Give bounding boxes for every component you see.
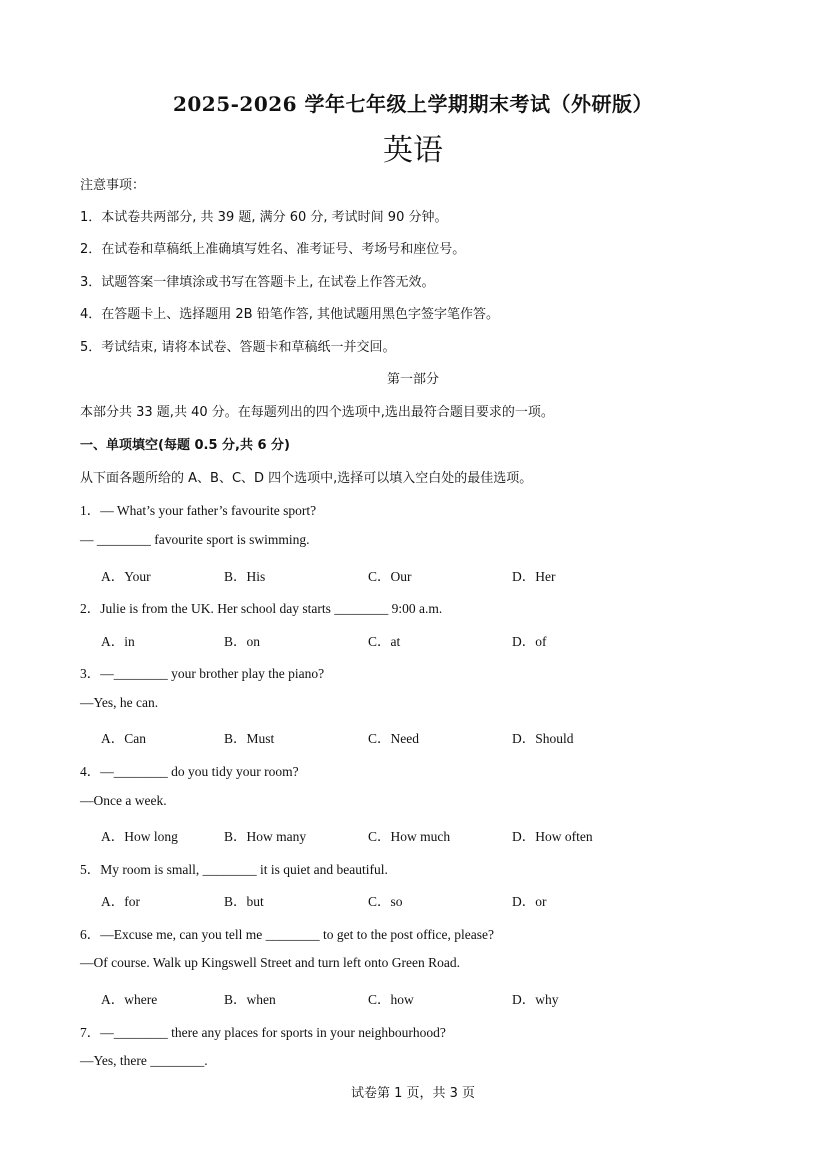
q2-option-a: A．in <box>101 634 135 649</box>
q5-option-d: D．or <box>512 894 547 909</box>
q3-option-a: A．Can <box>101 731 146 746</box>
exam-title: 2025-2026 学年七年级上学期期末考试（外研版） <box>172 92 654 116</box>
q1-option-d: D．Her <box>512 569 556 584</box>
q3-option-b: B．Must <box>224 731 275 746</box>
q6-option-c: C．how <box>368 992 414 1007</box>
page-footer: 试卷第 1 页，共 3 页 <box>350 1086 476 1101</box>
question-7-reply: —Yes, there ________. <box>80 1053 208 1068</box>
q6-option-a: A．where <box>101 992 158 1007</box>
q3-option-d: D．Should <box>512 731 574 746</box>
part-heading: 第一部分 <box>386 372 439 387</box>
q1-option-b: B．His <box>224 569 266 584</box>
q4-option-c: C．How much <box>368 829 451 844</box>
q1-option-a: A．Your <box>101 569 151 584</box>
q5-option-b: B．but <box>224 894 264 909</box>
question-3-stem: 3．—________ your brother play the piano? <box>80 666 325 681</box>
subject-title: 英语 <box>383 133 443 168</box>
question-4-stem: 4．—________ do you tidy your room? <box>80 764 299 779</box>
notice-item: 3．试题答案一律填涂或书写在答题卡上, 在试卷上作答无效。 <box>80 275 435 290</box>
notice-heading: 注意事项： <box>80 178 146 193</box>
question-6-reply: —Of course. Walk up Kingswell Street and turn left onto Green Road. <box>80 955 460 970</box>
notice-item: 4．在答题卡上、选择题用 2B 铅笔作答, 其他试题用黑色字签字笔作答。 <box>80 307 499 322</box>
section-instruction: 从下面各题所给的 A、B、C、D 四个选项中,选择可以填入空白处的最佳选项。 <box>80 471 533 486</box>
question-5-stem: 5．My room is small, ________ it is quiet and beautiful. <box>80 862 388 877</box>
question-3-reply: —Yes, he can. <box>80 695 159 710</box>
q3-option-c: C．Need <box>368 731 419 746</box>
q5-option-a: A．for <box>101 894 140 909</box>
q2-option-c: C．at <box>368 634 401 649</box>
q2-option-b: B．on <box>224 634 261 649</box>
q6-option-b: B．when <box>224 992 276 1007</box>
section-title: 一、单项填空(每题 0.5 分,共 6 分) <box>80 438 290 453</box>
question-7-stem: 7．—________ there any places for sports in your neighbourhood? <box>80 1025 446 1040</box>
q2-option-d: D．of <box>512 634 547 649</box>
notice-item: 2．在试卷和草稿纸上准确填写姓名、准考证号、考场号和座位号。 <box>80 242 466 257</box>
question-4-reply: —Once a week. <box>80 793 167 808</box>
question-1-reply: — ________ favourite sport is swimming. <box>80 532 310 547</box>
question-1-stem: 1．— What’s your father’s favourite sport? <box>80 503 317 518</box>
q4-option-b: B．How many <box>224 829 307 844</box>
q6-option-d: D．why <box>512 992 559 1007</box>
q4-option-d: D．How often <box>512 829 593 844</box>
notice-item: 1．本试卷共两部分, 共 39 题, 满分 60 分, 考试时间 90 分钟。 <box>80 210 448 225</box>
notice-item: 5．考试结束, 请将本试卷、答题卡和草稿纸一并交回。 <box>80 340 396 355</box>
part-intro: 本部分共 33 题,共 40 分。在每题列出的四个选项中,选出最符合题目要求的一项。 <box>80 405 554 420</box>
q4-option-a: A．How long <box>101 829 178 844</box>
q1-option-c: C．Our <box>368 569 412 584</box>
question-2-stem: 2．Julie is from the UK. Her school day starts ________ 9:00 a.m. <box>80 601 443 616</box>
question-6-stem: 6．—Excuse me, can you tell me ________ to get to the post office, please? <box>80 927 495 942</box>
q5-option-c: C．so <box>368 894 403 909</box>
